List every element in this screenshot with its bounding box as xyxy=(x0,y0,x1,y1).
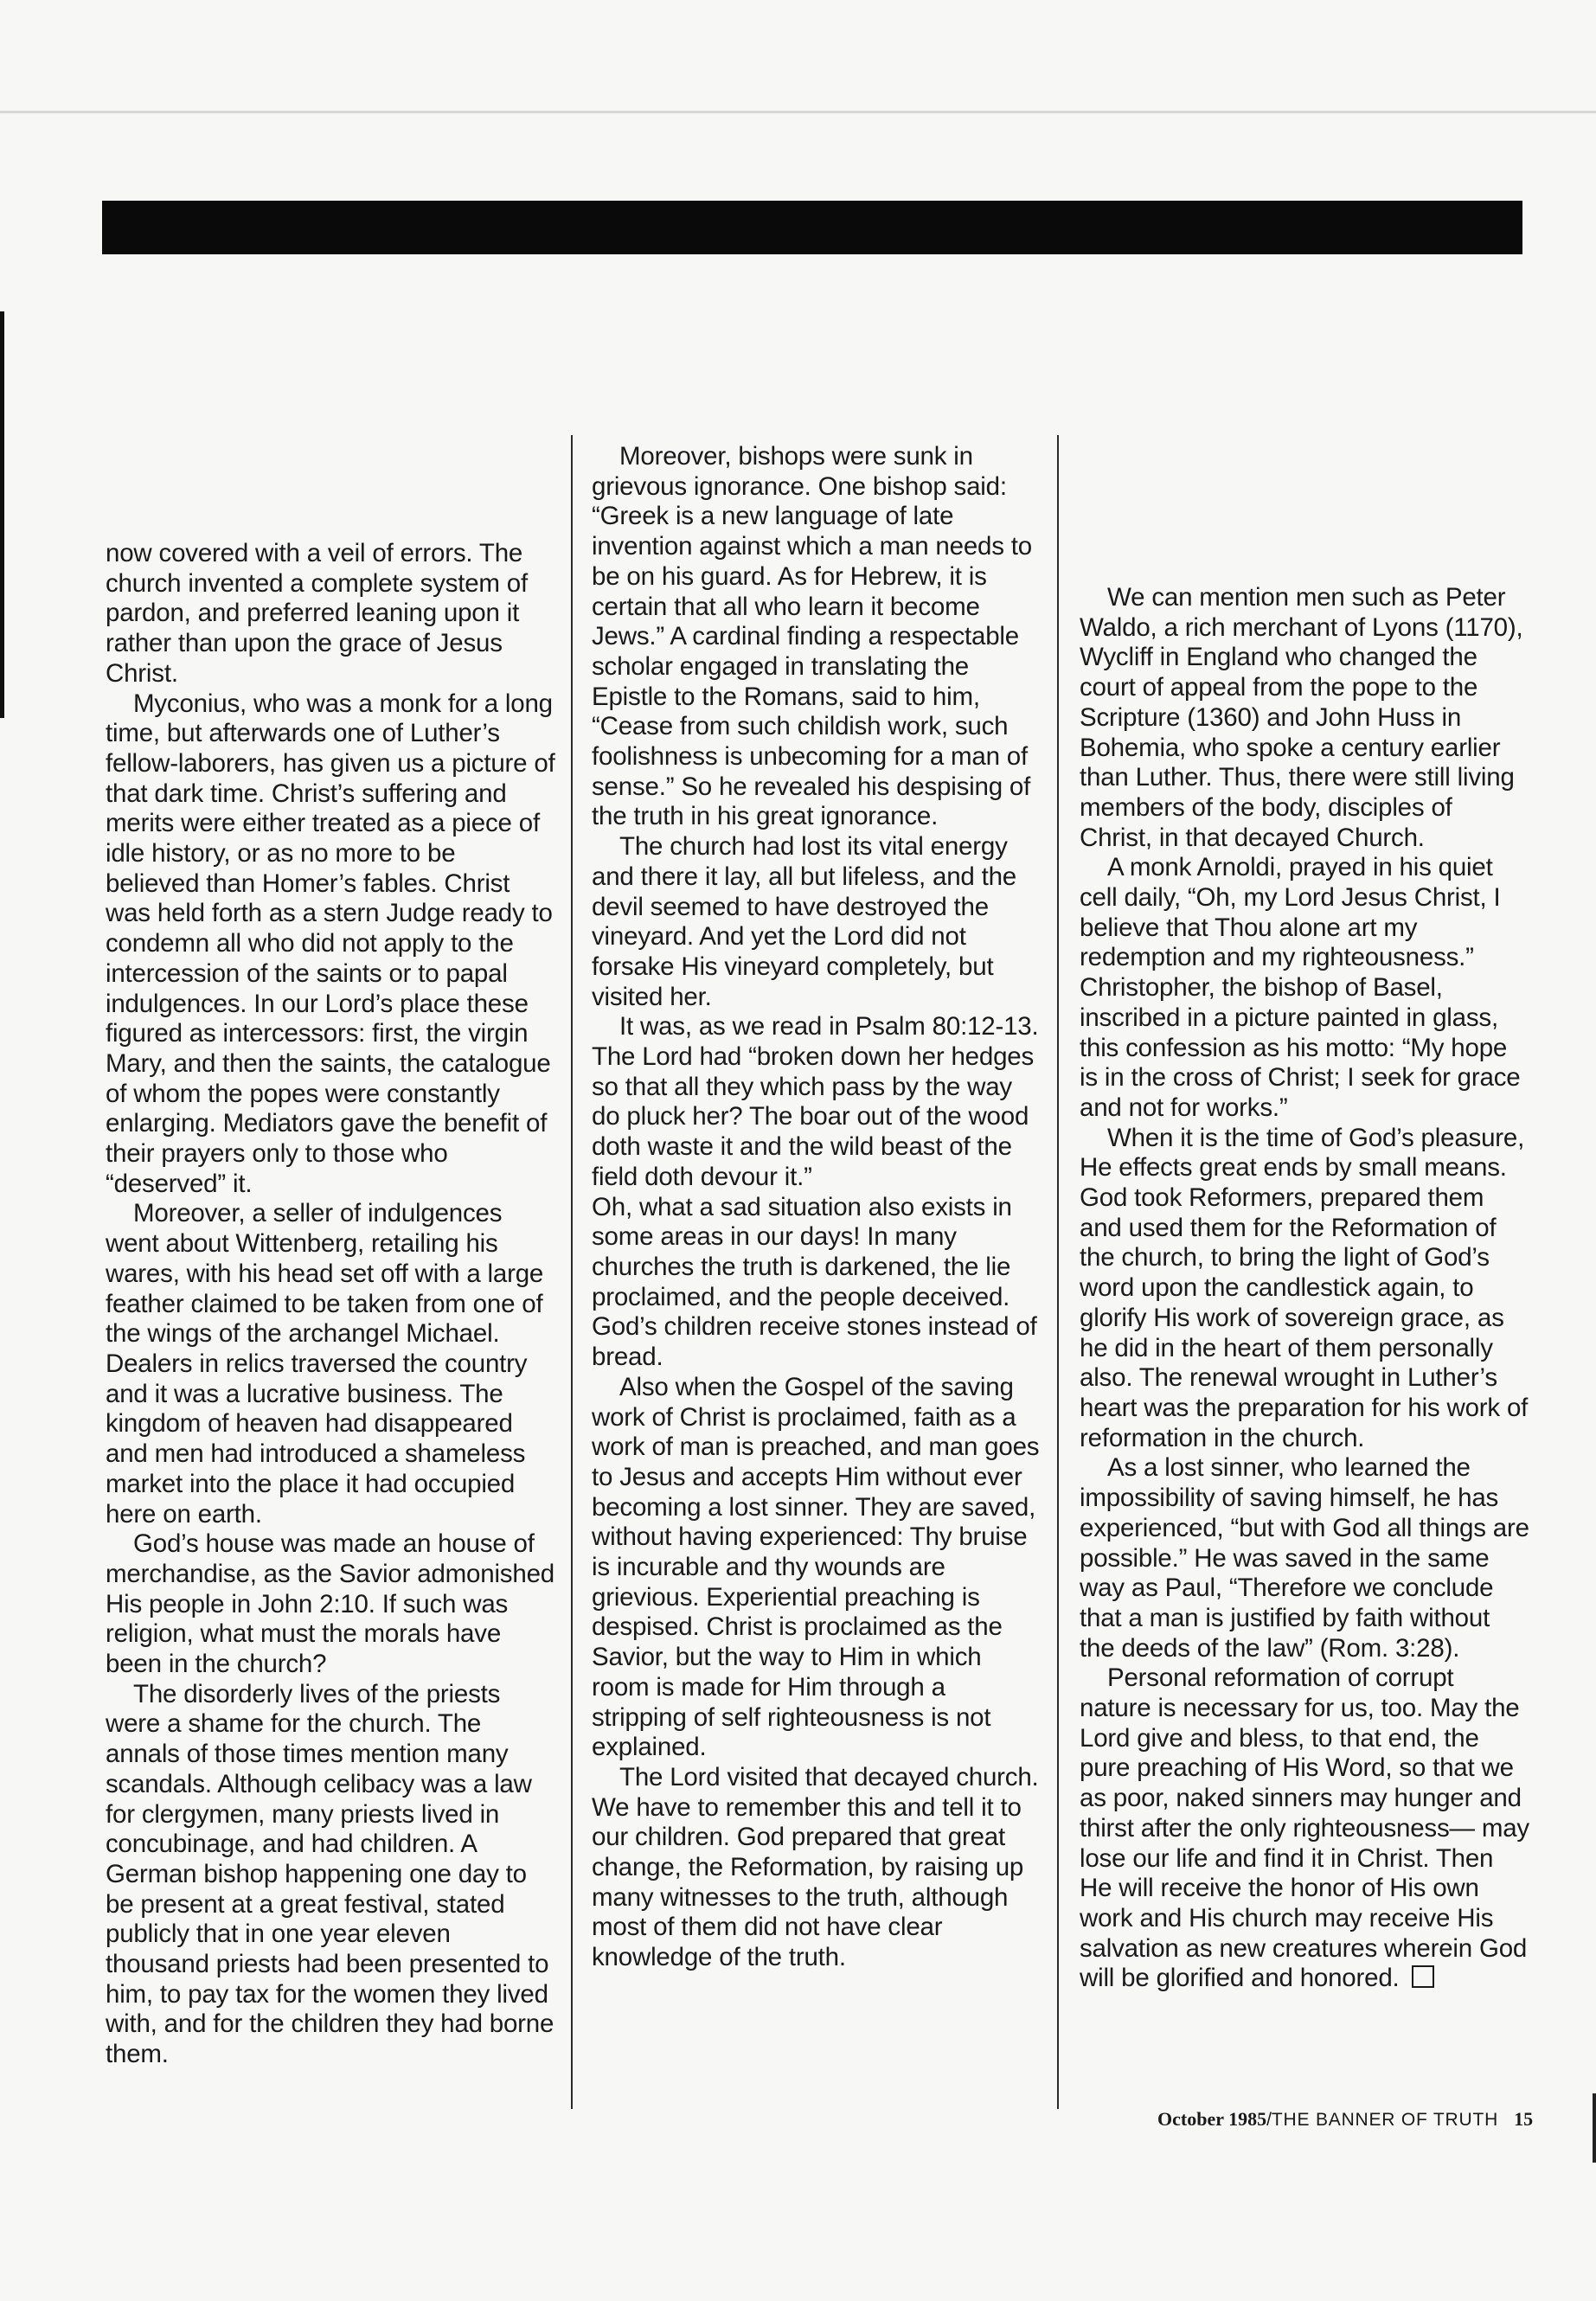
paragraph: Moreover, bishops were sunk in grievous ignorance. One bishop said: “Greek is a new language of late invention against which a man needs to be on his guard. As for Hebrew, it is certain that all who learn it become Jews.” A cardinal finding a respectable scholar engaged in translating the Epistle to the Romans, said to him, “Cease from such childish work, such foolishness is unbecoming for a man of sense.” So he revealed his despising of the truth in his great ignorance. xyxy=(592,442,1032,831)
paragraph: Also when the Gospel of the saving work of Christ is proclaimed, faith as a work of man is preached, and man goes to Jesus and accepts Him without ever becoming a lost sinner. They are saved, without having experienced: Thy bruise is incurable and thy wounds are grievious. Experiential preaching is despised. Christ is proclaimed as the Savior, but the way to Him in which room is made for Him through a stripping of self righteousness is not explained. xyxy=(592,1372,1040,1762)
issue-date: October 1985 xyxy=(1157,2108,1267,2130)
end-mark-icon xyxy=(1412,1965,1434,1988)
column-divider xyxy=(1057,435,1059,2109)
paragraph: Oh, what a sad situation also exists in some areas in our days! In many churches the truth is darkened, the lie proclaimed, and the people deceived. God’s children receive stones instead of bread. xyxy=(592,1192,1037,1372)
paragraph: We can mention men such as Peter Waldo, a rich merchant of Lyons (1170), Wycliff in England who changed the court of appeal from the pope to the Scripture (1360) and John Huss in Bohemia, who spoke a century earlier than Luther. Thus, there were still living members of the body, disciples of Christ, in that decayed Church. xyxy=(1080,583,1523,852)
paragraph: Myconius, who was a monk for a long time, but afterwards one of Luther’s fellow-laborers, has given us a picture of that dark time. Christ’s suffering and merits were either treated as a piece of idle history, or as no more to be believed than Homer’s fables. Christ was held forth as a stern Judge ready to condemn all who did not apply to the intercession of the saints or to papal indulgences. In our Lord’s place these figured as intercessors: first, the virgin Mary, and then the saints, the catalogue of whom the popes were constantly enlarging. Mediators gave the benefit of their prayers only to those who “deserved” it. xyxy=(106,689,555,1198)
footer-separator: / xyxy=(1266,2110,1272,2130)
page-number: 15 xyxy=(1514,2108,1534,2130)
paragraph: now covered with a veil of errors. The church invented a complete system of pardon, and preferred leaning upon it rather than upon the grace of Jesus Christ. xyxy=(106,539,528,688)
top-rule xyxy=(0,111,1596,113)
article-column-1 xyxy=(106,539,555,2070)
paragraph: The disorderly lives of the priests were a shame for the church. The annals of those times mention many scandals. Although celibacy was a law for clergymen, many priests lived in concubinage, and had children. A German bishop happening one day to be present at a great festival, stated publicly that in one year eleven thousand priests had been presented to him, to pay tax for the women they lived with, and for the children they had borne them. xyxy=(106,1679,554,2069)
page-footer xyxy=(1157,2108,1533,2131)
scan-edge-shadow xyxy=(0,311,4,718)
paragraph-text: Personal reformation of corrupt nature is necessary for us, too. May the Lord give and bless, to that end, the pure preaching of His Word, so that we as poor, naked sinners may hunger and thirst after the only righteousness— may lose our life and find it in Christ. Then He will receive the honor of His own work and His church may receive His salvation as new creatures wherein God will be glorified and honored. xyxy=(1080,1663,1529,1993)
paragraph: The church had lost its vital energy and there it lay, all but lifeless, and the devil seemed to have destroyed the vineyard. And yet the Lord did not forsake His vineyard completely, but visited her. xyxy=(592,832,1017,1011)
paragraph: A monk Arnoldi, prayed in his quiet cell daily, “Oh, my Lord Jesus Christ, I believe that Thou alone art my redemption and my righteousness.” Christopher, the bishop of Basel, inscribed in a picture painted in glass, this confession as his motto: “My hope is in the cross of Christ; I seek for grace and not for works.” xyxy=(1080,853,1521,1122)
paragraph: Moreover, a seller of indulgences went about Wittenberg, retailing his wares, with his head set off with a large feather claimed to be taken from one of the wings of the archangel Michael. Dealers in relics traversed the country and it was a lucrative business. The kingdom of heaven had disappeared and men had introduced a shameless market into the place it had occupied here on earth. xyxy=(106,1199,544,1529)
magazine-title: THE BANNER OF TRUTH xyxy=(1271,2110,1499,2130)
column-divider xyxy=(571,435,573,2109)
article-column-3 xyxy=(1080,583,1529,1994)
paragraph: It was, as we read in Psalm 80:12-13. The Lord had “broken down her hedges so that all they which pass by the way do pluck her? The boar out of the wood doth waste it and the wild beast of the field doth devour it.” xyxy=(592,1012,1039,1191)
paragraph: As a lost sinner, who learned the impossibility of saving himself, he has experienced, “but with God all things are possible.” He was saved in the same way as Paul, “Therefore we conclude that a man is justified by faith without the deeds of the law” (Rom. 3:28). xyxy=(1080,1453,1529,1663)
paragraph: When it is the time of God’s pleasure, He effects great ends by small means. God took Reformers, prepared them and used them for the Reformation of the church, to bring the light of God’s word upon the candlestick again, to glorify His work of sovereign grace, as he did in the heart of them personally also. The renewal wrought in Luther’s heart was the preparation for his work of reformation in the church. xyxy=(1080,1123,1529,1452)
scan-edge-mark xyxy=(1593,2093,1596,2163)
header-band xyxy=(102,201,1522,254)
paragraph: God’s house was made an house of merchandise, as the Savior admonished His people in John 2:10. If such was religion, what must the morals have been in the church? xyxy=(106,1529,554,1679)
paragraph xyxy=(1080,1663,1529,1994)
article-column-2 xyxy=(592,442,1042,1973)
paragraph: The Lord visited that decayed church. We have to remember this and tell it to our children. God prepared that great change, the Reformation, by raising up many witnesses to the truth, although most of them did not have clear knowledge of the truth. xyxy=(592,1762,1039,1972)
